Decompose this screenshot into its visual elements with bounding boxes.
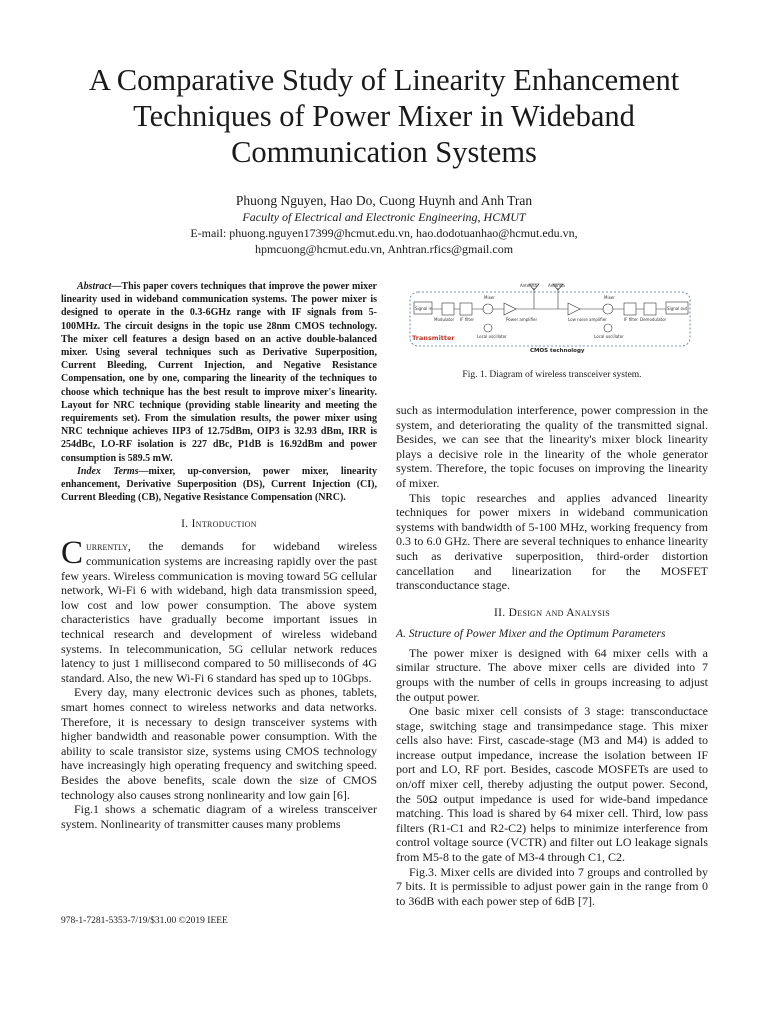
abstract-text: —This paper covers techniques that improve the power mixer linearity used in wideband communication systems. The power mixer is designed to operate in the 0.3-6GHz range with IF signals from 5-100MHz. The circuit designs in the topic use 28nm CMOS technology. The mixer cell features a design based on an active double-balanced mixer. Using several techniques such as Derivative Superposition, Current Bleeding, Current Injection, and Negative Resistance Compensation, one by one, comparing the linearity of the techniques to choose which technique has the best result to improve mixer's linearity. Layout for NRC technique (providing stable linearity and meeting the requirements set). From the simulation results, the power mixer using NRC technique achieves IIP3 of 12.75dBm, OIP3 is 32.93 dBm, IRR is 254dBc, LO-RF isolation is 227 dBc, P1dB is 16.92dBm and power consumption is 589.5 mW. — [61, 281, 377, 464]
if-filter-label: IF filter — [460, 317, 475, 322]
local-oscillator-label: Local oscillator — [477, 334, 507, 339]
index-terms-label: Index Terms — [77, 465, 139, 477]
intro-small-caps: urrently — [86, 539, 128, 554]
affiliation: Faculty of Electrical and Electronic Engineering, HCMUT — [242, 210, 526, 224]
local-oscillator-label-2: Local oscillator — [594, 334, 624, 339]
rx-if-filter-block — [624, 303, 636, 315]
emails — [40, 225, 728, 257]
copyright-footer: 978-1-7281-5353-7/19/$31.00 ©2019 IEEE — [61, 916, 228, 926]
lna-symbol — [568, 303, 580, 315]
email-line-1: E-mail: phuong.nguyen17399@hcmut.edu.vn, hao.dodotuanhao@hcmut.edu.vn, — [190, 226, 578, 240]
tx-oscillator-symbol — [484, 324, 492, 332]
modulator-label: Modulator — [434, 317, 455, 322]
demodulator-label: Demodulator — [640, 317, 667, 322]
lna-label: Low noise amplifier — [568, 317, 607, 322]
drop-cap: C — [61, 535, 84, 572]
tx-mixer-symbol — [483, 304, 493, 314]
mixer-label-2: Mixer — [604, 295, 615, 300]
right-column — [396, 403, 708, 908]
if-filter-block — [460, 303, 472, 315]
section-1-heading: I. Introduction — [181, 518, 257, 531]
left-column — [61, 280, 377, 831]
subsection-a-heading: A. Structure of Power Mixer and the Optimum Parameters — [396, 627, 666, 640]
if-filter-label-2: IF filter — [624, 317, 639, 322]
right-paragraph-4: One basic mixer cell consists of 3 stage: transconductace stage, switching stage and transimpedance stage. This mixer cells also have: First, cascade-stage (M3 and M4) is added to increase output impedance, increase the isolation between IF port and LO, RF port. Besides, cascode MOSFETs are used to on/off mixer cell, thereby adjusting the output power. Second, the 50Ω output impedance is used for wide-band impedance matching. This load is shared by 64 mixer cell. Third, low pass filters (R1-C1 and R2-C2) helps to minimize interference from control voltage source (VCTR) and filter out LO leakage signals from M5-8 to the gate of M3-4 through C1, C2. — [396, 704, 708, 865]
power-amplifier-symbol — [504, 303, 516, 315]
rx-oscillator-symbol — [604, 324, 612, 332]
antenna-label: Antenna — [520, 283, 537, 288]
right-paragraph-5: Fig.3. Mixer cells are divided into 7 groups and controlled by 7 bits. It is permissible to adjust power gain in the range from 0 to 36dB with each power step of 6dB [7]. — [396, 864, 708, 908]
right-paragraph-1: such as intermodulation interference, power compression in the system, and deteriorating the quality of the transmitted signal. Besides, we can see that the linearity's mixer block linearity plays a decisive role in the linearity of the whole generator system. Therefore, the topic focuses on improving the linearity of mixer. — [396, 403, 708, 490]
abstract-label: Abstract — [77, 281, 112, 292]
rx-mixer-symbol — [603, 304, 613, 314]
index-terms-text: —mixer, up-conversion, power mixer, linearity enhancement, Derivative Superposition (DS), Current Injection (CI), Current Bleeding (CB), Negative Resistance Compensation (NRC). — [61, 465, 377, 504]
authors: Phuong Nguyen, Hao Do, Cuong Huynh and Anh Tran — [235, 193, 533, 208]
intro-paragraph-2: Every day, many electronic devices such as phones, tablets, smart homes connect to wireless networks and data networks. Therefore, it is necessary to design transceiver systems with higher bandwidth and reasonable power consumption. With the ability to scale transistor size, systems using CMOS technology have increasingly high operating frequency and switching speed. Besides the above benefits, scale down the size of CMOS technology also causes strong nonlinearity and low gain [6]. — [61, 685, 377, 802]
intro-paragraph-1 — [61, 535, 377, 685]
transceiver-diagram — [408, 282, 692, 356]
intro-p1-text: , the demands for wideband wireless communication systems are increasing rapidly over the past few years. Wireless communication is moving toward 5G cellular network, Wi-Fi 6 with wideband, high data transmission speed, low cost and low power consumption. The above system characteristics have gradually become important issues in technical research and development of wireless wideband systems. In telecommunication, 5G cellular network reduces latency to just 1 millisecond compared to 50 milliseconds of 4G standard. Also, the new Wi-Fi 6 standard has sped up to 10Gbps. — [61, 539, 377, 685]
title-line-2: Techniques of Power Mixer in Wideband — [133, 99, 635, 133]
email-line-2: hpmcuong@hcmut.edu.vn, Anhtran.rfics@gmail.com — [254, 242, 514, 256]
right-paragraph-3: The power mixer is designed with 64 mixer cells with a similar structure. The above mixer cells are divided into 7 groups with the number of cells in groups increasing to adjust the output power. — [396, 645, 708, 704]
index-terms — [61, 465, 377, 505]
transmitter-label: Transmitter — [412, 334, 455, 342]
power-amplifier-label: Power amplifier — [506, 317, 538, 322]
paper-title — [40, 62, 728, 170]
mixer-label: Mixer — [484, 295, 495, 300]
cmos-label: CMOS technology — [530, 348, 585, 354]
right-paragraph-2: This topic researches and applies advanced linearity techniques for power mixers in wideband communication systems with bandwidth of 5-100 MHz, working frequency from 0.3 to 6.0 GHz. There are several techniques to enhance linearity such as derivative superposition, third-order distortion cancellation and linearization for the MOSFET transconductance stage. — [396, 490, 708, 593]
signal-out-label: Signal out — [667, 306, 688, 311]
antenna-label-2: Antenna — [548, 283, 565, 288]
intro-paragraph-3: Fig.1 shows a schematic diagram of a wireless transceiver system. Nonlinearity of transmitter causes many problems — [61, 802, 377, 831]
abstract — [61, 280, 377, 465]
signal-in-label: Signal in — [415, 306, 433, 311]
title-line-1: A Comparative Study of Linearity Enhancement — [88, 63, 680, 97]
section-2-heading: II. Design and Analysis — [494, 606, 610, 619]
demodulator-block — [644, 303, 656, 315]
modulator-block — [442, 303, 454, 315]
figure-caption: Fig. 1. Diagram of wireless transceiver system. — [462, 370, 642, 380]
title-line-3: Communication Systems — [231, 135, 537, 169]
